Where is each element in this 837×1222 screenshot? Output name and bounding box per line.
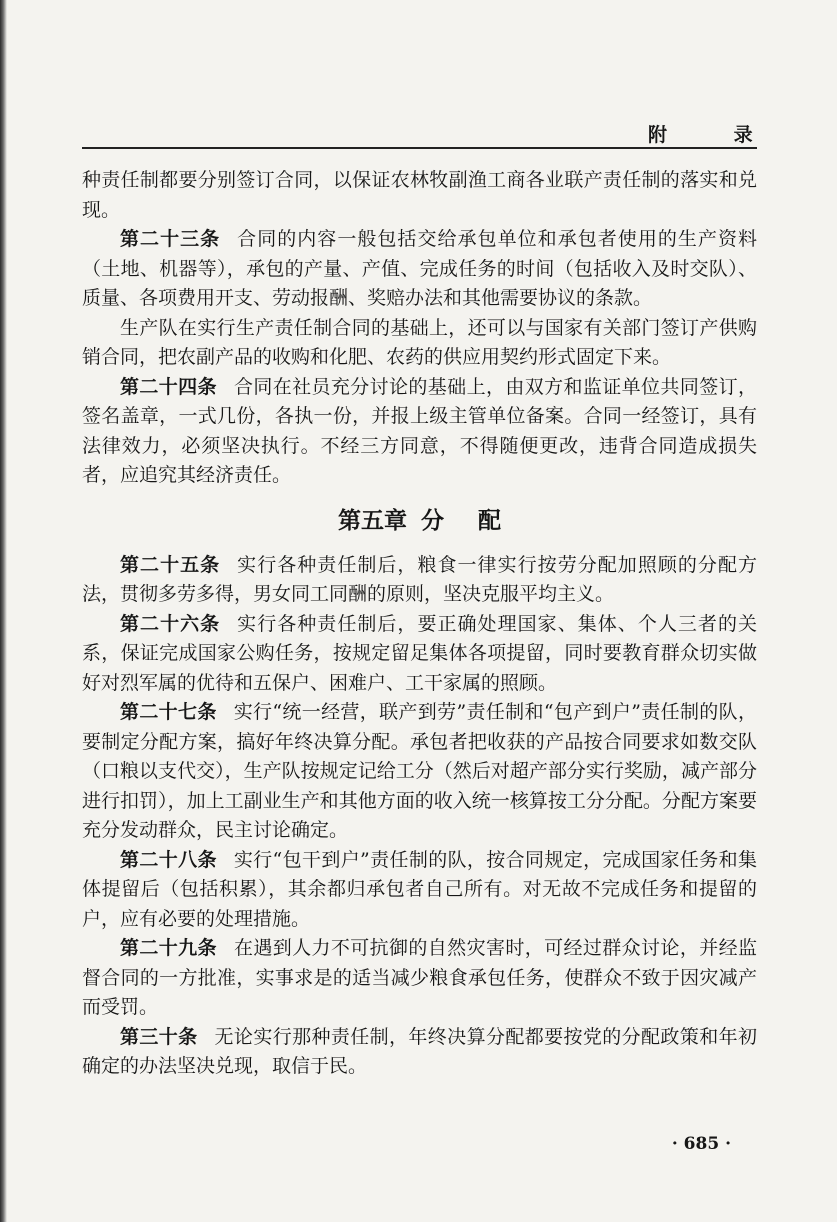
page-body [82,166,757,1082]
article-number: 第二十六条 [120,612,221,635]
paragraph-contracts [82,314,757,373]
article-30 [82,1023,757,1082]
article-27 [82,698,757,846]
article-text: 合同的内容一般包括交给承包单位和承包者使用的生产资料（土地、机器等），承包的产量、产值、完成任务的时间（包括收入及时交队）、质量、各项费用开支、劳动报酬、奖赔办法和其他需要协议的条款。 [82,228,757,309]
chapter-heading [82,505,757,537]
chapter-number: 第五章 [338,507,407,534]
article-text: 在遇到人力不可抗御的自然灾害时，可经过群众讨论，并经监督合同的一方批准，实事求是的适当减少粮食承包任务，使群众不致于因灾减产而受罚。 [82,937,757,1018]
article-text: 实行“包干到户”责任制的队，按合同规定，完成国家任务和集体提留后（包括积累），其余都归承包者自己所有。对无故不完成任务和提留的户，应有必要的处理措施。 [82,848,757,930]
article-text: 无论实行那种责任制，年终决算分配都要按党的分配政策和年初确定的办法坚决兑现，取信于民。 [82,1025,757,1077]
article-number: 第二十八条 [120,848,217,871]
page-number: · 685 · [671,1134,731,1154]
paragraph-text: 生产队在实行生产责任制合同的基础上，还可以与国家有关部门签订产供购销合同，把农副产品的收购和化肥、农药的供应用契约形式固定下来。 [82,316,757,368]
article-text: 实行各种责任制后，要正确处理国家、集体、个人三者的关系，保证完成国家公购任务，按规定留足集体各项提留，同时要教育群众切实做好对烈军属的优待和五保户、困难户、工干家属的照顾。 [82,612,757,694]
article-number: 第三十条 [120,1025,198,1048]
running-head: 附 录 [648,124,783,146]
chapter-title: 分配 [421,507,535,534]
article-number: 第二十五条 [120,553,221,576]
paragraph-continuation [82,166,757,225]
article-23 [82,225,757,314]
article-number: 第二十九条 [120,937,217,959]
article-26 [82,610,757,699]
article-text: 实行“统一经营，联产到劳”责任制和“包产到户”责任制的队，要制定分配方案，搞好年终决算分配。承包者把收获的产品按合同要求如数交队（口粮以支代交），生产队按规定记给工分（然后对超产部分实行奖励，减产部分进行扣罚），加上工副业生产和其他方面的收入统一核算按工分分配。分配方案要充分发动群众，民主讨论确定。 [82,701,757,841]
article-number: 第二十三条 [120,228,221,250]
article-28 [82,846,757,935]
header-rule [82,147,757,149]
article-number: 第二十四条 [120,375,217,398]
article-text: 合同在社员充分讨论的基础上，由双方和监证单位共同签订，签名盖章，一式几份，各执一份，并报上级主管单位备案。合同一经签订，具有法律效力，必须坚决执行。不经三方同意，不得随便更改，违背合同造成损失者，应追究其经济责任。 [82,375,757,486]
article-number: 第二十七条 [120,701,217,723]
article-24 [82,373,757,491]
paragraph-text: 种责任制都要分别签订合同，以保证农林牧副渔工商各业联产责任制的落实和兑现。 [82,169,757,221]
article-29 [82,934,757,1023]
article-25 [82,551,757,610]
page-binding-edge [0,0,7,1222]
article-text: 实行各种责任制后，粮食一律实行按劳分配加照顾的分配方法，贯彻多劳多得，男女同工同酬的原则，坚决克服平均主义。 [82,553,757,605]
